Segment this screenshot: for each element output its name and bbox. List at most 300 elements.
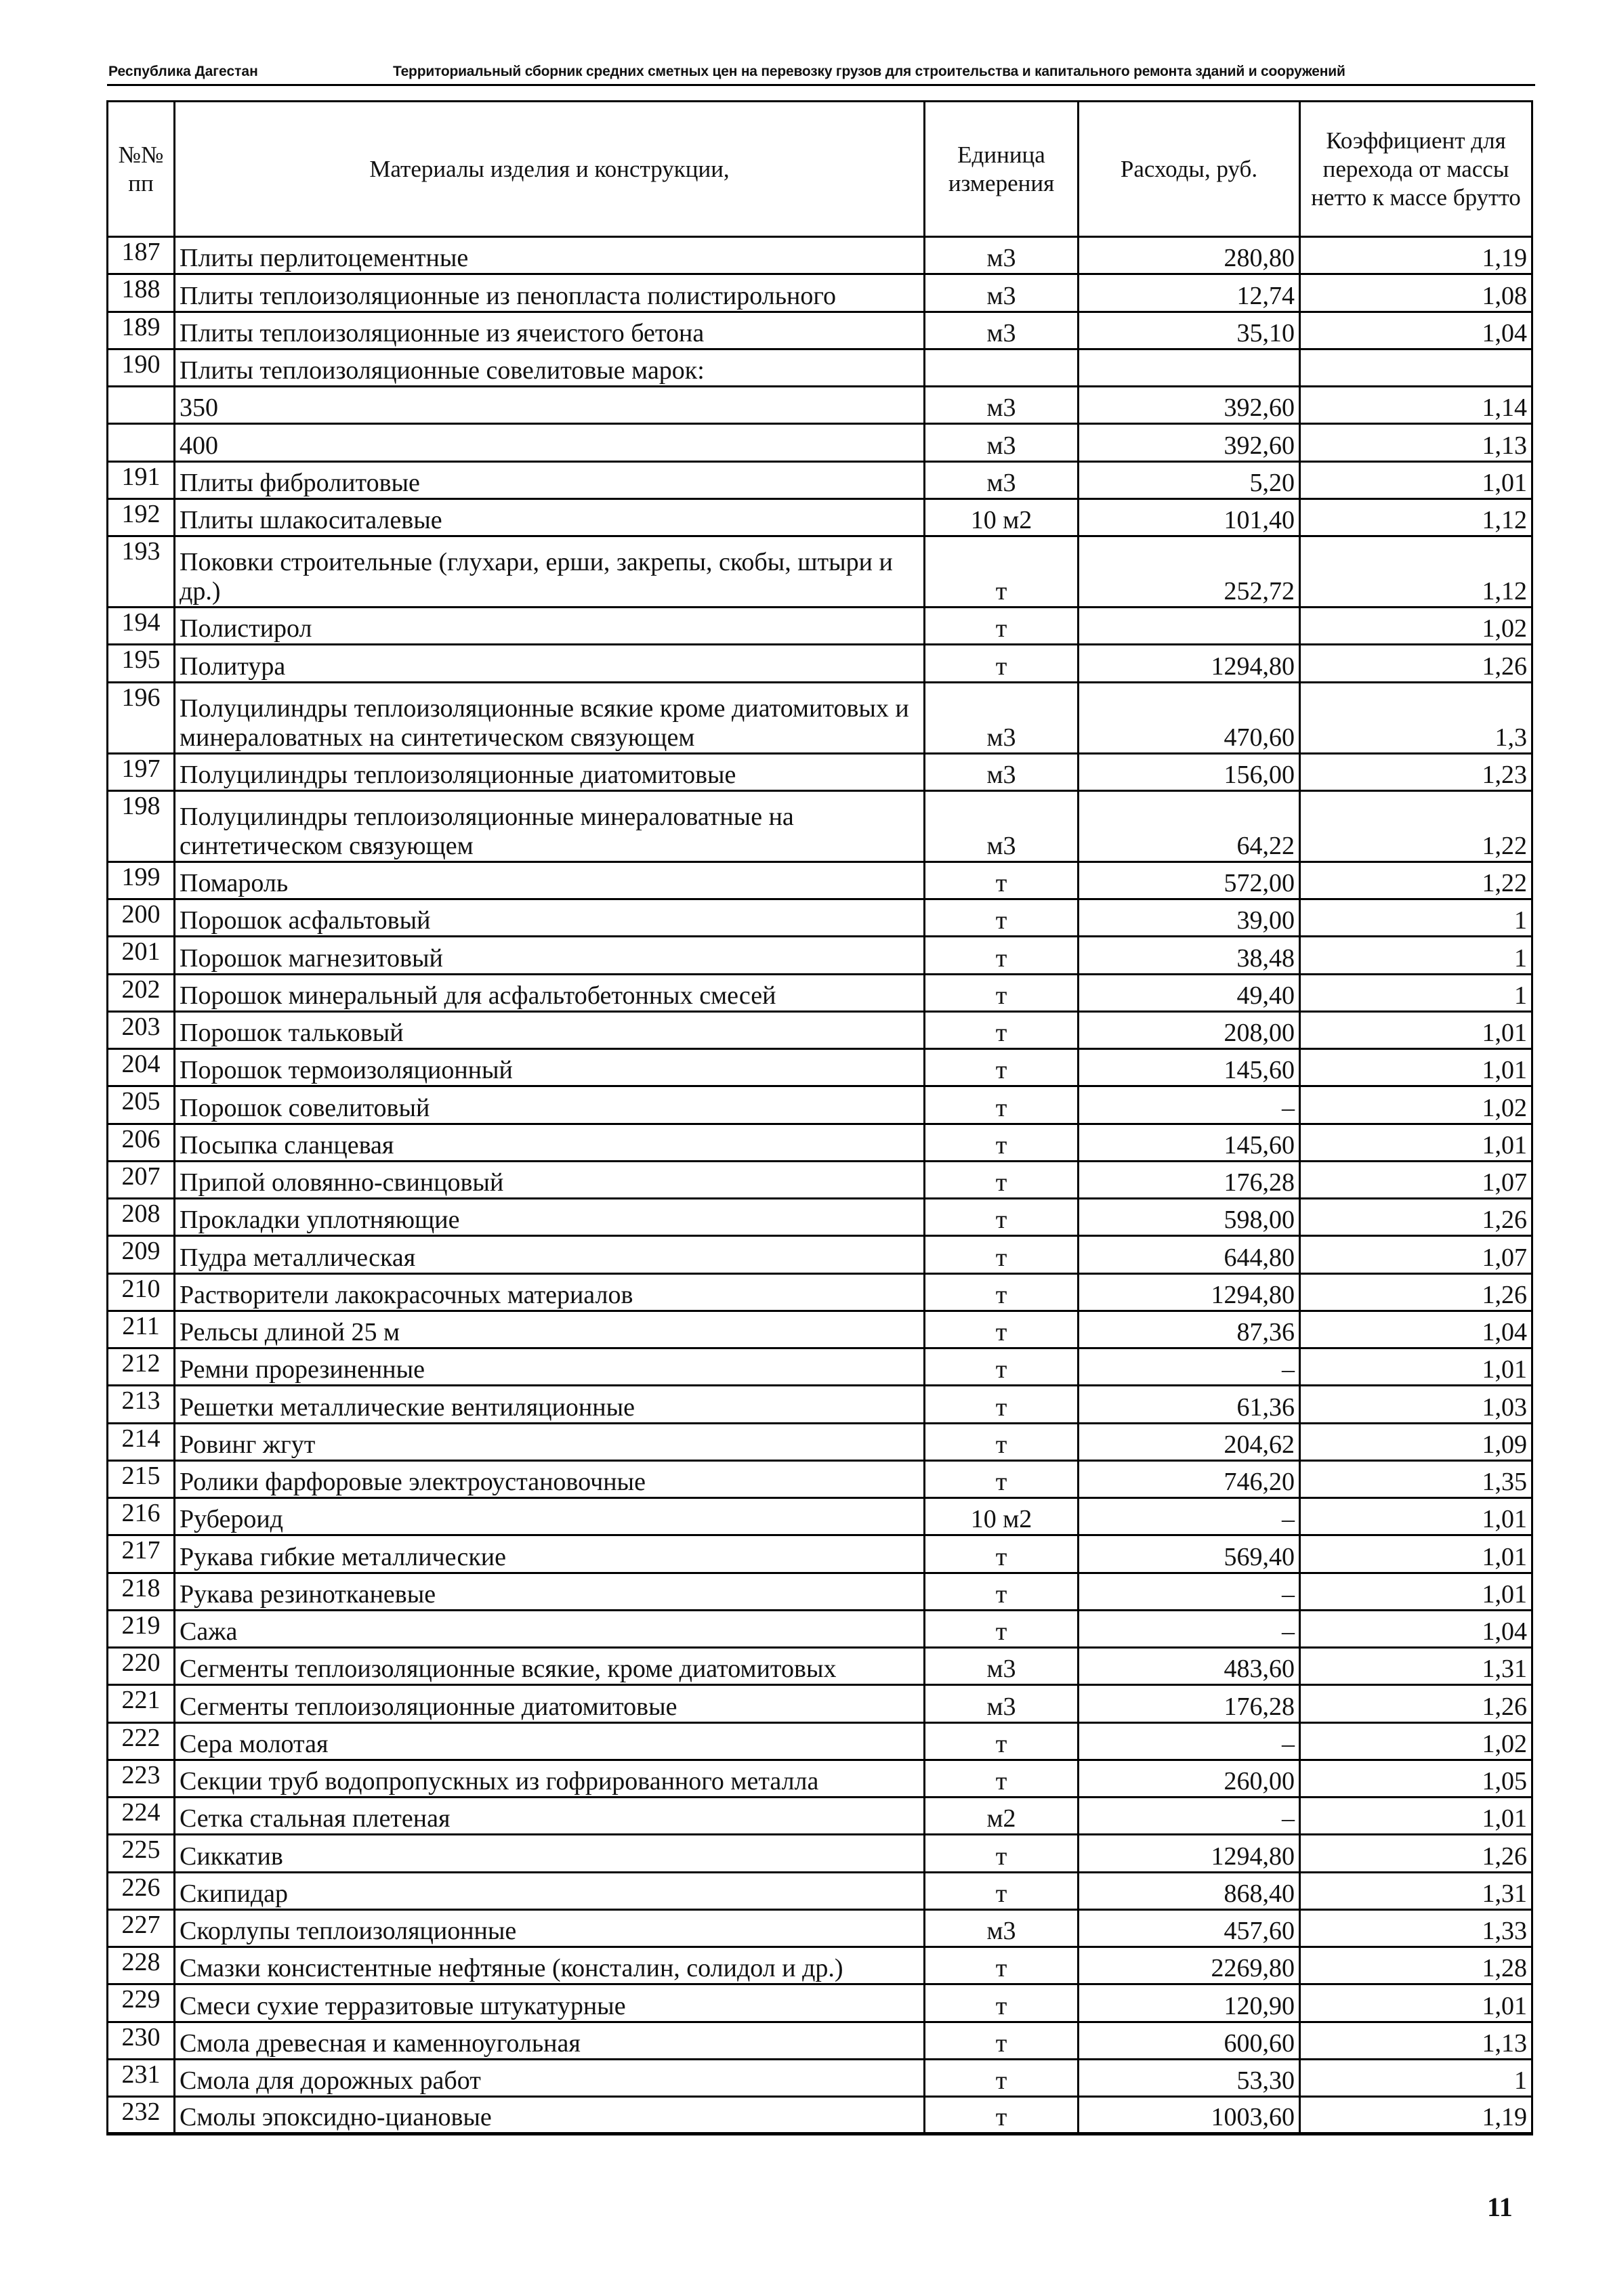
unit-cell: т <box>925 1610 1079 1647</box>
table-row <box>108 1199 1532 1236</box>
cost-cell: 572,00 <box>1079 862 1300 899</box>
cost-cell: 64,22 <box>1079 790 1300 862</box>
unit-cell: м2 <box>925 1798 1079 1835</box>
cost-cell: 49,40 <box>1079 974 1300 1011</box>
table-row <box>108 1011 1532 1048</box>
cost-cell: 252,72 <box>1079 536 1300 608</box>
cost-cell: 569,40 <box>1079 1535 1300 1573</box>
cost-cell: 598,00 <box>1079 1199 1300 1236</box>
row-number: 217 <box>108 1535 175 1573</box>
row-number: 200 <box>108 899 175 937</box>
table-row <box>108 2022 1532 2059</box>
material-name: Плиты перлитоцементные <box>175 237 925 274</box>
material-name: Припой оловянно-свинцовый <box>175 1161 925 1198</box>
row-number: 229 <box>108 1984 175 2022</box>
material-name: Порошок тальковый <box>175 1011 925 1048</box>
unit-cell: т <box>925 1835 1079 1872</box>
cost-cell: 204,62 <box>1079 1423 1300 1460</box>
row-number: 221 <box>108 1685 175 1722</box>
material-name: Ровинг жгут <box>175 1423 925 1460</box>
row-number: 216 <box>108 1498 175 1535</box>
material-name: Сиккатив <box>175 1835 925 1872</box>
unit-cell: т <box>925 1760 1079 1797</box>
material-name: Смола для дорожных работ <box>175 2059 925 2096</box>
table-row <box>108 1872 1532 1909</box>
material-name: Порошок совелитовый <box>175 1086 925 1124</box>
cost-cell: – <box>1079 1573 1300 1610</box>
unit-cell: т <box>925 1386 1079 1423</box>
unit-cell: т <box>925 974 1079 1011</box>
cost-cell: 87,36 <box>1079 1311 1300 1348</box>
material-name: Полуцилиндры теплоизоляционные диатомитовые <box>175 753 925 790</box>
row-number: 194 <box>108 608 175 645</box>
cost-cell: 1003,60 <box>1079 2097 1300 2134</box>
table-row <box>108 1984 1532 2022</box>
coefficient-cell: 1,09 <box>1300 1423 1532 1460</box>
material-name: 400 <box>175 424 925 461</box>
row-number: 203 <box>108 1011 175 1048</box>
coefficient-cell: 1,28 <box>1300 1947 1532 1984</box>
coefficient-cell: 1,19 <box>1300 2097 1532 2134</box>
table-row <box>108 536 1532 608</box>
row-number: 209 <box>108 1236 175 1273</box>
material-name: Сера молотая <box>175 1722 925 1760</box>
material-name: Рукава гибкие металлические <box>175 1535 925 1573</box>
material-name: Секции труб водопропускных из гофрированного металла <box>175 1760 925 1797</box>
row-number: 218 <box>108 1573 175 1610</box>
row-number: 231 <box>108 2059 175 2096</box>
row-number: 211 <box>108 1311 175 1348</box>
material-name: Растворители лакокрасочных материалов <box>175 1273 925 1311</box>
coefficient-cell: 1,03 <box>1300 1386 1532 1423</box>
table-row <box>108 1049 1532 1086</box>
coefficient-cell: 1,04 <box>1300 1610 1532 1647</box>
table-body <box>108 237 1532 2134</box>
table-row <box>108 461 1532 498</box>
row-number: 230 <box>108 2022 175 2059</box>
unit-cell: м3 <box>925 682 1079 753</box>
col-header-coef: Коэффициент для перехода от массы нетто к массе брутто <box>1300 102 1532 237</box>
cost-cell: 260,00 <box>1079 1760 1300 1797</box>
unit-cell: т <box>925 1348 1079 1386</box>
coefficient-cell: 1,01 <box>1300 461 1532 498</box>
unit-cell <box>925 349 1079 386</box>
table-row <box>108 862 1532 899</box>
material-name: Плиты теплоизоляционные из пенопласта полистирольного <box>175 274 925 312</box>
coefficient-cell: 1,01 <box>1300 1535 1532 1573</box>
row-number: 193 <box>108 536 175 608</box>
table-row <box>108 1460 1532 1497</box>
table-row <box>108 1573 1532 1610</box>
unit-cell: т <box>925 1199 1079 1236</box>
coefficient-cell: 1,07 <box>1300 1161 1532 1198</box>
material-name: Политура <box>175 645 925 682</box>
table-row <box>108 1236 1532 1273</box>
coefficient-cell: 1,01 <box>1300 1498 1532 1535</box>
running-header <box>108 58 1531 85</box>
col-header-name: Материалы изделия и конструкции, <box>175 102 925 237</box>
table-row <box>108 645 1532 682</box>
coefficient-cell: 1,04 <box>1300 1311 1532 1348</box>
cost-cell: – <box>1079 1798 1300 1835</box>
row-number: 215 <box>108 1460 175 1497</box>
material-name: Сетка стальная плетеная <box>175 1798 925 1835</box>
unit-cell: 10 м2 <box>925 1498 1079 1535</box>
row-number: 227 <box>108 1909 175 1947</box>
table-row <box>108 1835 1532 1872</box>
row-number: 208 <box>108 1199 175 1236</box>
coefficient-cell: 1,12 <box>1300 536 1532 608</box>
coefficient-cell: 1,26 <box>1300 1273 1532 1311</box>
coefficient-cell: 1 <box>1300 2059 1532 2096</box>
unit-cell: м3 <box>925 1648 1079 1685</box>
coefficient-cell <box>1300 349 1532 386</box>
coefficient-cell: 1,13 <box>1300 424 1532 461</box>
cost-cell: 644,80 <box>1079 1236 1300 1273</box>
material-name: Сегменты теплоизоляционные диатомитовые <box>175 1685 925 1722</box>
material-name: Рукава резинотканевые <box>175 1573 925 1610</box>
table-row <box>108 1909 1532 1947</box>
material-name: Полуцилиндры теплоизоляционные минераловатные на синтетическом связующем <box>175 790 925 862</box>
table-row <box>108 274 1532 312</box>
cost-cell: 1294,80 <box>1079 1835 1300 1872</box>
row-number: 191 <box>108 461 175 498</box>
cost-cell <box>1079 349 1300 386</box>
material-name: Поковки строительные (глухари, ерши, закрепы, скобы, штыри и др.) <box>175 536 925 608</box>
table-row <box>108 424 1532 461</box>
table-row <box>108 1648 1532 1685</box>
unit-cell: т <box>925 1423 1079 1460</box>
unit-cell: т <box>925 645 1079 682</box>
unit-cell: м3 <box>925 790 1079 862</box>
row-number: 189 <box>108 312 175 349</box>
unit-cell: м3 <box>925 387 1079 424</box>
cost-cell <box>1079 608 1300 645</box>
coefficient-cell: 1,23 <box>1300 753 1532 790</box>
row-number: 214 <box>108 1423 175 1460</box>
unit-cell: м3 <box>925 274 1079 312</box>
unit-cell: т <box>925 1273 1079 1311</box>
material-name: Плиты теплоизоляционные из ячеистого бетона <box>175 312 925 349</box>
material-name: Смеси сухие терразитовые штукатурные <box>175 1984 925 2022</box>
cost-cell: 61,36 <box>1079 1386 1300 1423</box>
cost-cell: 176,28 <box>1079 1685 1300 1722</box>
row-number: 187 <box>108 237 175 274</box>
cost-cell: 600,60 <box>1079 2022 1300 2059</box>
row-number: 226 <box>108 1872 175 1909</box>
table-row <box>108 1423 1532 1460</box>
coefficient-cell: 1 <box>1300 937 1532 974</box>
material-name: Рубероид <box>175 1498 925 1535</box>
unit-cell: т <box>925 1049 1079 1086</box>
table-row <box>108 1760 1532 1797</box>
coefficient-cell: 1,26 <box>1300 1199 1532 1236</box>
row-number: 220 <box>108 1648 175 1685</box>
material-name: Ролики фарфоровые электроустановочные <box>175 1460 925 1497</box>
material-name: Порошок магнезитовый <box>175 937 925 974</box>
unit-cell: т <box>925 862 1079 899</box>
unit-cell: т <box>925 1311 1079 1348</box>
coefficient-cell: 1,07 <box>1300 1236 1532 1273</box>
coefficient-cell: 1,01 <box>1300 1011 1532 1048</box>
cost-cell: 457,60 <box>1079 1909 1300 1947</box>
coefficient-cell: 1,31 <box>1300 1648 1532 1685</box>
col-header-cost: Расходы, руб. <box>1079 102 1300 237</box>
coefficient-cell: 1,26 <box>1300 1835 1532 1872</box>
cost-cell: 208,00 <box>1079 1011 1300 1048</box>
material-name: Помароль <box>175 862 925 899</box>
material-name: Смолы эпоксидно-циановые <box>175 2097 925 2134</box>
row-number: 198 <box>108 790 175 862</box>
material-name: Полуцилиндры теплоизоляционные всякие кроме диатомитовых и минераловатных на синтетическом связующем <box>175 682 925 753</box>
unit-cell: т <box>925 2022 1079 2059</box>
row-number: 222 <box>108 1722 175 1760</box>
row-number: 201 <box>108 937 175 974</box>
row-number: 199 <box>108 862 175 899</box>
coefficient-cell: 1,31 <box>1300 1872 1532 1909</box>
row-number: 202 <box>108 974 175 1011</box>
table-row <box>108 790 1532 862</box>
row-number <box>108 387 175 424</box>
table-row <box>108 1722 1532 1760</box>
unit-cell: т <box>925 1573 1079 1610</box>
material-name: Сегменты теплоизоляционные всякие, кроме диатомитовых <box>175 1648 925 1685</box>
unit-cell: м3 <box>925 237 1079 274</box>
cost-cell: 176,28 <box>1079 1161 1300 1198</box>
table-row <box>108 2097 1532 2134</box>
unit-cell: т <box>925 899 1079 937</box>
col-header-num: №№ пп <box>108 102 175 237</box>
material-name: Плиты шлакоситалевые <box>175 498 925 536</box>
unit-cell: т <box>925 1872 1079 1909</box>
coefficient-cell: 1,26 <box>1300 645 1532 682</box>
unit-cell: т <box>925 2097 1079 2134</box>
cost-cell: 5,20 <box>1079 461 1300 498</box>
cost-cell: 470,60 <box>1079 682 1300 753</box>
row-number: 197 <box>108 753 175 790</box>
row-number: 206 <box>108 1124 175 1161</box>
coefficient-cell: 1,22 <box>1300 862 1532 899</box>
cost-cell: 39,00 <box>1079 899 1300 937</box>
row-number: 219 <box>108 1610 175 1647</box>
table-row <box>108 1161 1532 1198</box>
cost-cell: 120,90 <box>1079 1984 1300 2022</box>
coefficient-cell: 1,22 <box>1300 790 1532 862</box>
table-row <box>108 1086 1532 1124</box>
table-row <box>108 1124 1532 1161</box>
unit-cell: т <box>925 1984 1079 2022</box>
unit-cell: м3 <box>925 312 1079 349</box>
unit-cell: м3 <box>925 424 1079 461</box>
table-header-row <box>108 102 1532 237</box>
table-row <box>108 1947 1532 1984</box>
table-row <box>108 387 1532 424</box>
cost-cell: 392,60 <box>1079 424 1300 461</box>
row-number: 190 <box>108 349 175 386</box>
cost-cell: 145,60 <box>1079 1124 1300 1161</box>
row-number: 225 <box>108 1835 175 1872</box>
header-title: Территориальный сборник средних сметных цен на перевозку грузов для строительства и капитального ремонта зданий и сооружений <box>393 64 1345 79</box>
row-number: 212 <box>108 1348 175 1386</box>
coefficient-cell: 1 <box>1300 974 1532 1011</box>
material-name: Рельсы длиной 25 м <box>175 1311 925 1348</box>
coefficient-cell: 1,13 <box>1300 2022 1532 2059</box>
cost-cell: 392,60 <box>1079 387 1300 424</box>
header-rule <box>107 84 1535 86</box>
page-number: 11 <box>1487 2192 1513 2222</box>
table-row <box>108 1273 1532 1311</box>
cost-cell: – <box>1079 1086 1300 1124</box>
material-name: Посыпка сланцевая <box>175 1124 925 1161</box>
material-name: Порошок асфальтовый <box>175 899 925 937</box>
row-number: 223 <box>108 1760 175 1797</box>
unit-cell: т <box>925 1161 1079 1198</box>
table-row <box>108 498 1532 536</box>
unit-cell: м3 <box>925 1909 1079 1947</box>
cost-cell: 483,60 <box>1079 1648 1300 1685</box>
cost-cell: – <box>1079 1722 1300 1760</box>
table-row <box>108 312 1532 349</box>
cost-cell: 53,30 <box>1079 2059 1300 2096</box>
coefficient-cell: 1,26 <box>1300 1685 1532 1722</box>
coefficient-cell: 1,01 <box>1300 1348 1532 1386</box>
unit-cell: м3 <box>925 1685 1079 1722</box>
material-name: Прокладки уплотняющие <box>175 1199 925 1236</box>
coefficient-cell: 1,01 <box>1300 1984 1532 2022</box>
row-number: 207 <box>108 1161 175 1198</box>
table-row <box>108 349 1532 386</box>
table-row <box>108 937 1532 974</box>
material-name: Скорлупы теплоизоляционные <box>175 1909 925 1947</box>
coefficient-cell: 1,01 <box>1300 1049 1532 1086</box>
cost-cell: – <box>1079 1498 1300 1535</box>
material-name: Скипидар <box>175 1872 925 1909</box>
unit-cell: т <box>925 1460 1079 1497</box>
row-number: 195 <box>108 645 175 682</box>
table-row <box>108 1348 1532 1386</box>
table-row <box>108 974 1532 1011</box>
unit-cell: м3 <box>925 753 1079 790</box>
material-name: Сажа <box>175 1610 925 1647</box>
unit-cell: т <box>925 536 1079 608</box>
material-name: Плиты фибролитовые <box>175 461 925 498</box>
unit-cell: м3 <box>925 461 1079 498</box>
coefficient-cell: 1,33 <box>1300 1909 1532 1947</box>
coefficient-cell: 1,05 <box>1300 1760 1532 1797</box>
row-number: 210 <box>108 1273 175 1311</box>
cost-cell: 1294,80 <box>1079 645 1300 682</box>
coefficient-cell: 1,19 <box>1300 237 1532 274</box>
unit-cell: т <box>925 1236 1079 1273</box>
table-row <box>108 753 1532 790</box>
row-number: 228 <box>108 1947 175 1984</box>
material-name: Порошок минеральный для асфальтобетонных смесей <box>175 974 925 1011</box>
row-number: 232 <box>108 2097 175 2134</box>
cost-cell: 38,48 <box>1079 937 1300 974</box>
coefficient-cell: 1,04 <box>1300 312 1532 349</box>
unit-cell: т <box>925 2059 1079 2096</box>
table-row <box>108 2059 1532 2096</box>
col-header-unit: Единица измерения <box>925 102 1079 237</box>
material-name: Полистирол <box>175 608 925 645</box>
row-number: 196 <box>108 682 175 753</box>
cost-cell: 12,74 <box>1079 274 1300 312</box>
material-name: Решетки металлические вентиляционные <box>175 1386 925 1423</box>
table-row <box>108 1535 1532 1573</box>
cost-cell: 156,00 <box>1079 753 1300 790</box>
material-name: Смола древесная и каменноугольная <box>175 2022 925 2059</box>
coefficient-cell: 1,02 <box>1300 1086 1532 1124</box>
row-number: 204 <box>108 1049 175 1086</box>
row-number: 192 <box>108 498 175 536</box>
coefficient-cell: 1,02 <box>1300 1722 1532 1760</box>
cost-cell: 101,40 <box>1079 498 1300 536</box>
row-number: 205 <box>108 1086 175 1124</box>
material-name: Смазки консистентные нефтяные (консталин, солидол и др.) <box>175 1947 925 1984</box>
cost-cell: 280,80 <box>1079 237 1300 274</box>
table-row <box>108 1610 1532 1647</box>
row-number: 224 <box>108 1798 175 1835</box>
coefficient-cell: 1,01 <box>1300 1573 1532 1610</box>
material-name: Порошок термоизоляционный <box>175 1049 925 1086</box>
coefficient-cell: 1,01 <box>1300 1798 1532 1835</box>
unit-cell: т <box>925 1086 1079 1124</box>
coefficient-cell: 1,02 <box>1300 608 1532 645</box>
table-row <box>108 1685 1532 1722</box>
unit-cell: т <box>925 608 1079 645</box>
cost-cell: 868,40 <box>1079 1872 1300 1909</box>
table-row <box>108 237 1532 274</box>
coefficient-cell: 1,01 <box>1300 1124 1532 1161</box>
unit-cell: т <box>925 1722 1079 1760</box>
unit-cell: т <box>925 1535 1079 1573</box>
material-name: 350 <box>175 387 925 424</box>
header-region: Республика Дагестан <box>108 64 258 79</box>
coefficient-cell: 1,3 <box>1300 682 1532 753</box>
coefficient-cell: 1,08 <box>1300 274 1532 312</box>
table-row <box>108 608 1532 645</box>
coefficient-cell: 1,14 <box>1300 387 1532 424</box>
table-row <box>108 1386 1532 1423</box>
table-row <box>108 1798 1532 1835</box>
cost-cell: 746,20 <box>1079 1460 1300 1497</box>
cost-cell: 2269,80 <box>1079 1947 1300 1984</box>
material-name: Пудра металлическая <box>175 1236 925 1273</box>
cost-cell: 35,10 <box>1079 312 1300 349</box>
cost-cell: 145,60 <box>1079 1049 1300 1086</box>
cost-cell: 1294,80 <box>1079 1273 1300 1311</box>
unit-cell: 10 м2 <box>925 498 1079 536</box>
cost-cell: – <box>1079 1348 1300 1386</box>
unit-cell: т <box>925 937 1079 974</box>
cost-cell: – <box>1079 1610 1300 1647</box>
row-number <box>108 424 175 461</box>
table-row <box>108 899 1532 937</box>
coefficient-cell: 1,12 <box>1300 498 1532 536</box>
unit-cell: т <box>925 1011 1079 1048</box>
unit-cell: т <box>925 1947 1079 1984</box>
unit-cell: т <box>925 1124 1079 1161</box>
coefficient-cell: 1,35 <box>1300 1460 1532 1497</box>
row-number: 213 <box>108 1386 175 1423</box>
table-row <box>108 1498 1532 1535</box>
row-number: 188 <box>108 274 175 312</box>
table-row <box>108 682 1532 753</box>
coefficient-cell: 1 <box>1300 899 1532 937</box>
price-table <box>106 100 1533 2135</box>
table-row <box>108 1311 1532 1348</box>
material-name: Ремни прорезиненные <box>175 1348 925 1386</box>
